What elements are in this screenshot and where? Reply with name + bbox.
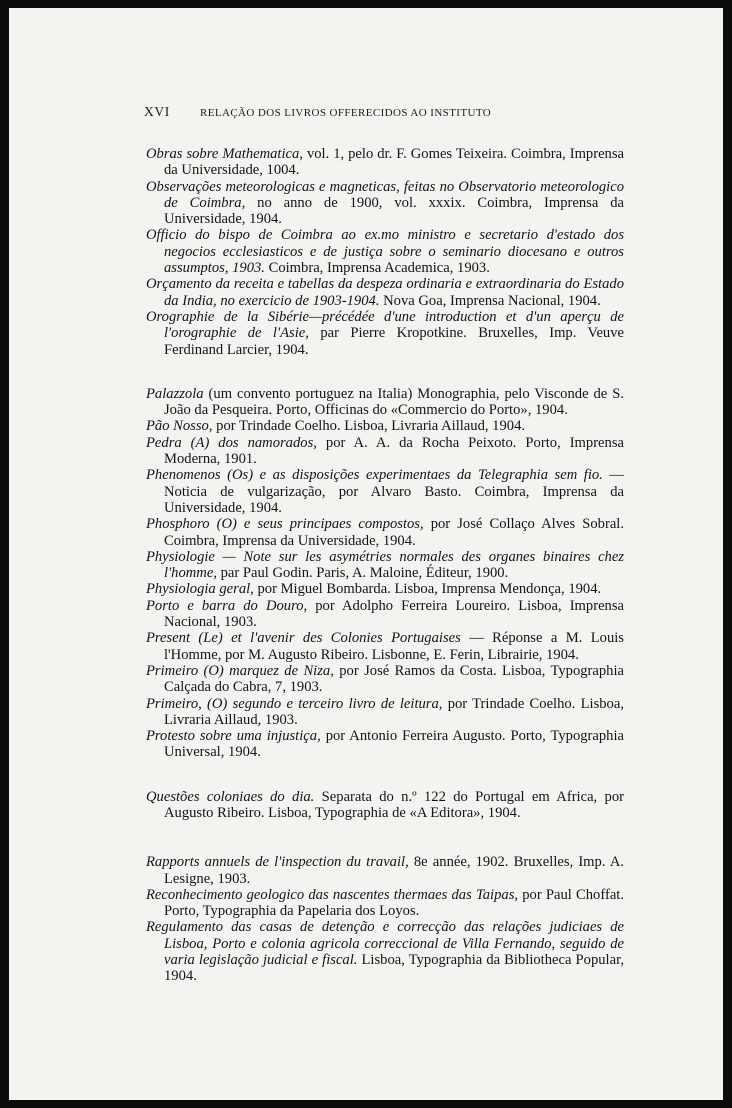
entry-details: par Paul Godin. Paris, A. Maloine, Éditeur, 1900.	[216, 565, 509, 582]
list-item	[146, 663, 624, 696]
list-item	[146, 630, 624, 663]
entry-title: Protesto sobre uma injustiça,	[146, 728, 321, 745]
book-list	[146, 146, 624, 985]
entry-details: por Antonio Ferreira Augusto. Porto, Typographia Universal, 1904.	[164, 728, 625, 761]
entry-group-o	[146, 146, 624, 358]
entry-title: Reconhecimento geologico das nascentes thermaes das Taipas,	[146, 886, 519, 903]
entry-title: Orographie de la Sibérie—précédée d'une introduction et d'un aperçu de l'orographie de l'Asie,	[146, 308, 624, 342]
entry-details: — Réponse a M. Louis l'Homme, por M. Augusto Ribeiro. Lisbonne, E. Ferin, Librairie, 1904.	[164, 630, 624, 663]
entry-details: Lisboa, Typographia da Bibliotheca Popular, 1904.	[164, 952, 624, 985]
entry-details: Coimbra, Imprensa Academica, 1903.	[264, 260, 490, 277]
entry-details: por Trindade Coelho. Lisboa, Livraria Aillaud, 1904.	[212, 418, 526, 435]
list-item	[146, 516, 624, 549]
list-item	[146, 179, 624, 228]
list-item	[146, 386, 624, 419]
entry-details: par Pierre Kropotkine. Bruxelles, Imp. Veuve Ferdinand Larcier, 1904.	[164, 325, 624, 358]
entry-details: Nova Goa, Imprensa Nacional, 1904.	[379, 292, 601, 309]
list-item	[146, 467, 624, 516]
list-item	[146, 549, 624, 582]
entry-details: por Trindade Coelho. Lisboa, Livraria Aillaud, 1903.	[164, 695, 624, 728]
entry-title: Porto e barra do Douro,	[146, 597, 308, 614]
list-item	[146, 854, 624, 887]
list-item	[146, 581, 624, 597]
page-number: XVI	[144, 104, 170, 119]
entry-details: por Miguel Bombarda. Lisboa, Imprensa Mendonça, 1904.	[253, 581, 602, 598]
entry-details: — Noticia de vulgarização, por Alvaro Basto. Coimbra, Imprensa da Universidade, 1904.	[164, 467, 624, 516]
entry-title: Phosphoro (O) e seus principaes compostos,	[146, 516, 424, 533]
list-item	[146, 418, 624, 434]
entry-details: por Paul Choffat. Porto, Typographia da Papelaria dos Loyos.	[164, 886, 624, 920]
entry-title: Questões coloniaes do dia.	[146, 788, 315, 805]
entry-title: Phenomenos (Os) e as disposições experimentaes da Telegraphia sem fio.	[146, 467, 603, 484]
entry-title: Physiologia geral,	[146, 581, 254, 598]
entry-title: Obras sobre Mathematica,	[146, 146, 303, 162]
entry-title: Primeiro, (O) segundo e terceiro livro de leitura,	[146, 695, 443, 712]
entry-title: Rapports annuels de l'inspection du travail,	[146, 854, 409, 871]
entry-title: Regulamento das casas de detenção e correcção das relações judiciaes de Lisboa, Porto e colonia agricola correccional de Villa Fernando, seguido de varia legislação judicial e fiscal.	[146, 919, 624, 969]
entry-title: Primeiro (O) marquez de Niza,	[146, 662, 334, 679]
entry-details: 8e année, 1902. Bruxelles, Imp. A. Lesigne, 1903.	[164, 854, 625, 887]
entry-details: por Adolpho Ferreira Loureiro. Lisboa, Imprensa Nacional, 1903.	[164, 597, 624, 631]
entry-details: por José Collaço Alves Sobral. Coimbra, Imprensa da Universidade, 1904.	[164, 516, 624, 549]
list-item	[146, 728, 624, 761]
list-item	[146, 598, 624, 631]
entry-details: vol. 1, pelo dr. F. Gomes Teixeira. Coimbra, Imprensa da Universidade, 1004.	[164, 146, 625, 179]
running-header	[144, 104, 604, 120]
entry-title: Officio do bispo de Coimbra ao ex.mo ministro e secretario d'estado dos negocios ecclesiasticos e de justiça sobre o seminario diocesano e outros assumptos, 1903.	[146, 227, 624, 277]
running-title: RELAÇÃO DOS LIVROS OFFERECIDOS AO INSTITUTO	[200, 107, 492, 119]
list-item	[146, 887, 624, 920]
list-item	[146, 789, 624, 822]
entry-group-r	[146, 854, 624, 984]
list-item	[146, 276, 624, 309]
entry-details: por A. A. da Rocha Peixoto. Porto, Imprensa Moderna, 1901.	[164, 434, 624, 468]
entry-title: Physiologie — Note sur les asymétries normales des organes binaires chez l'homme,	[146, 548, 624, 582]
entry-details: (um convento portuguez na Italia) Monographia, pelo Visconde de S. João da Pesqueira. Porto, Officinas do «Commercio do Porto», 1904.	[164, 385, 624, 419]
entry-group-p	[146, 386, 624, 761]
list-item	[146, 146, 624, 179]
book-page	[9, 8, 723, 1100]
entry-details: por José Ramos da Costa. Lisboa, Typographia Calçada do Cabra, 7, 1903.	[164, 662, 625, 696]
entry-title: Pedra (A) dos namorados,	[146, 434, 317, 451]
entry-title: Observações meteorologicas e magneticas, feitas no Observatorio meteorologico de Coimbra,	[146, 178, 624, 211]
list-item	[146, 227, 624, 276]
entry-title: Palazzola	[146, 385, 204, 402]
entry-details: Separata do n.º 122 do Portugal em Africa, por Augusto Ribeiro. Lisboa, Typographia de «A Editora», 1904.	[164, 788, 624, 821]
list-item	[146, 435, 624, 468]
entry-details: no anno de 1900, vol. xxxix. Coimbra, Imprensa da Universidade, 1904.	[164, 194, 624, 228]
entry-title: Present (Le) et l'avenir des Colonies Portugaises	[146, 630, 461, 647]
list-item	[146, 309, 624, 358]
entry-title: Orçamento da receita e tabellas da despeza ordinaria e extraordinaria do Estado da India, no exercicio de 1903-1904.	[146, 276, 624, 309]
entry-title: Pão Nosso,	[146, 418, 213, 435]
entry-group-q	[146, 789, 624, 822]
list-item	[146, 696, 624, 729]
list-item	[146, 919, 624, 984]
